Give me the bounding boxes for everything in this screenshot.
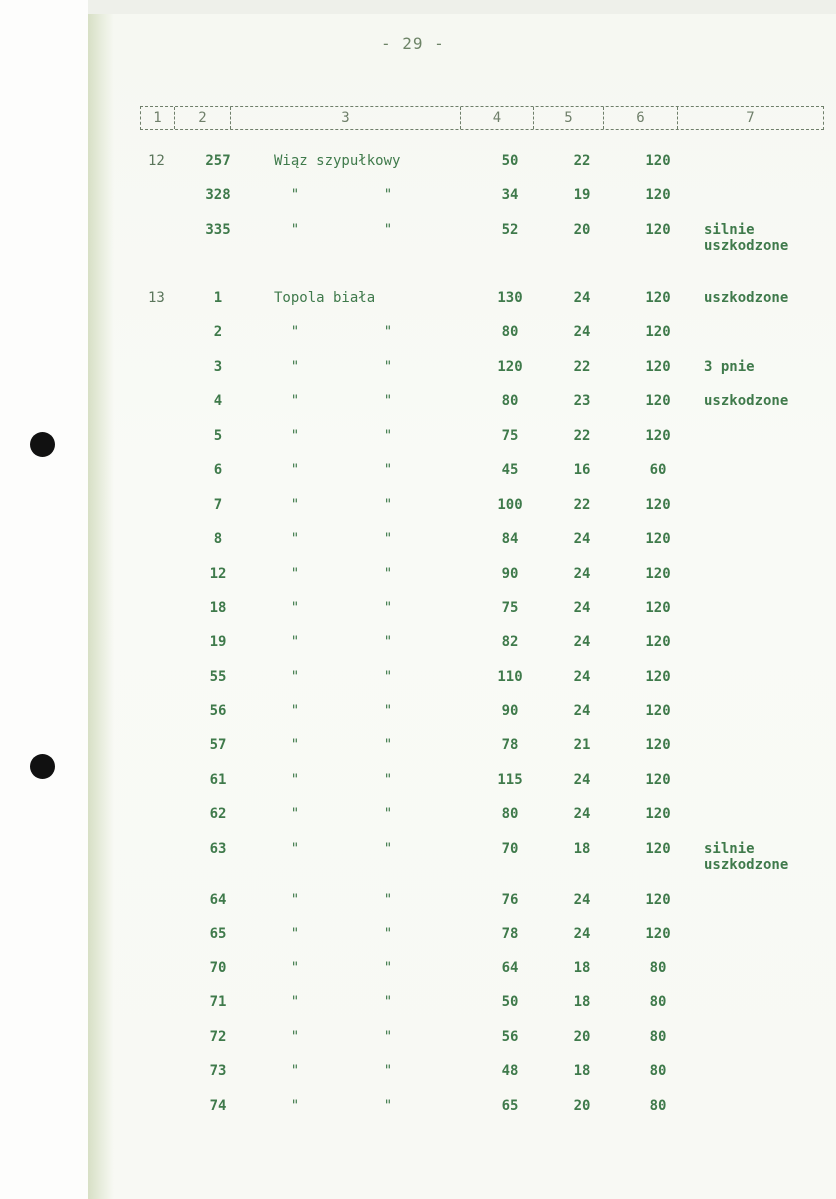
circumference-cell: 120: [497, 359, 523, 375]
ditto-mark: ": [290, 600, 300, 616]
tree-number-cell: 4: [213, 393, 223, 409]
circumference-cell: 115: [497, 772, 523, 788]
height-cell: 24: [573, 634, 591, 650]
ditto-mark: ": [290, 359, 300, 375]
circumference-cell: 70: [501, 841, 519, 857]
age-cell: 120: [645, 359, 671, 375]
tree-number-cell: 8: [213, 531, 223, 547]
circumference-cell: 80: [501, 324, 519, 340]
circumference-cell: 34: [501, 187, 519, 203]
ditto-mark: ": [383, 428, 393, 444]
species-cell: Wiąz szypułkowy: [274, 153, 401, 169]
age-cell: 120: [645, 531, 671, 547]
ditto-mark: ": [290, 841, 300, 857]
ditto-mark: ": [383, 531, 393, 547]
header-col-1: 1: [141, 107, 175, 129]
ditto-mark: ": [290, 187, 300, 203]
tree-number-cell: 65: [209, 926, 227, 942]
ditto-mark: ": [383, 566, 393, 582]
ditto-mark: ": [383, 222, 393, 238]
tree-number-cell: 7: [213, 497, 223, 513]
table-row: [88, 359, 836, 383]
age-cell: 120: [645, 393, 671, 409]
ditto-mark: ": [383, 324, 393, 340]
age-cell: 120: [645, 153, 671, 169]
ditto-mark: ": [383, 806, 393, 822]
remarks-cell: uszkodzone: [704, 290, 789, 306]
group-number-cell: 12: [148, 153, 165, 169]
age-cell: 120: [645, 222, 671, 238]
age-cell: 80: [649, 960, 667, 976]
ditto-mark: ": [383, 669, 393, 685]
circumference-cell: 52: [501, 222, 519, 238]
tree-number-cell: 5: [213, 428, 223, 444]
age-cell: 120: [645, 187, 671, 203]
height-cell: 20: [573, 1098, 591, 1114]
age-cell: 120: [645, 926, 671, 942]
height-cell: 24: [573, 600, 591, 616]
height-cell: 22: [573, 359, 591, 375]
ditto-mark: ": [383, 359, 393, 375]
circumference-cell: 80: [501, 806, 519, 822]
ditto-mark: ": [290, 926, 300, 942]
height-cell: 24: [573, 290, 591, 306]
header-col-6: 6: [604, 107, 678, 129]
ditto-mark: ": [290, 1029, 300, 1045]
ditto-mark: ": [290, 634, 300, 650]
height-cell: 24: [573, 566, 591, 582]
circumference-cell: 78: [501, 926, 519, 942]
height-cell: 22: [573, 497, 591, 513]
remarks-cell: silnie uszkodzone: [704, 222, 789, 254]
tree-number-cell: 335: [205, 222, 231, 238]
punch-hole-lower: [30, 754, 55, 779]
tree-number-cell: 257: [205, 153, 231, 169]
ditto-mark: ": [290, 324, 300, 340]
table-row: [88, 153, 836, 177]
circumference-cell: 90: [501, 566, 519, 582]
height-cell: 24: [573, 926, 591, 942]
height-cell: 24: [573, 703, 591, 719]
remarks-cell: uszkodzone: [704, 393, 789, 409]
circumference-cell: 64: [501, 960, 519, 976]
age-cell: 80: [649, 1063, 667, 1079]
height-cell: 18: [573, 994, 591, 1010]
height-cell: 19: [573, 187, 591, 203]
table-row: [88, 497, 836, 521]
ditto-mark: ": [290, 737, 300, 753]
ditto-mark: ": [290, 806, 300, 822]
height-cell: 18: [573, 960, 591, 976]
tree-number-cell: 73: [209, 1063, 227, 1079]
table-row: [88, 1098, 836, 1122]
header-col-4: 4: [461, 107, 534, 129]
circumference-cell: 84: [501, 531, 519, 547]
table-row: [88, 600, 836, 624]
remarks-cell: silnie uszkodzone: [704, 841, 789, 873]
ditto-mark: ": [383, 892, 393, 908]
left-margin: [0, 0, 88, 1199]
height-cell: 21: [573, 737, 591, 753]
tree-number-cell: 72: [209, 1029, 227, 1045]
ditto-mark: ": [383, 841, 393, 857]
circumference-cell: 65: [501, 1098, 519, 1114]
tree-number-cell: 3: [213, 359, 223, 375]
ditto-mark: ": [290, 531, 300, 547]
height-cell: 22: [573, 428, 591, 444]
ditto-mark: ": [290, 566, 300, 582]
ditto-mark: ": [290, 1098, 300, 1114]
tree-number-cell: 71: [209, 994, 227, 1010]
circumference-cell: 76: [501, 892, 519, 908]
circumference-cell: 56: [501, 1029, 519, 1045]
height-cell: 18: [573, 1063, 591, 1079]
species-cell: Topola biała: [274, 290, 376, 306]
height-cell: 18: [573, 841, 591, 857]
table-row: [88, 926, 836, 950]
ditto-mark: ": [383, 497, 393, 513]
ditto-mark: ": [383, 462, 393, 478]
ditto-mark: ": [383, 994, 393, 1010]
height-cell: 24: [573, 806, 591, 822]
ditto-mark: ": [383, 926, 393, 942]
ditto-mark: ": [383, 703, 393, 719]
table-row: [88, 634, 836, 658]
header-col-3: 3: [231, 107, 461, 129]
age-cell: 80: [649, 994, 667, 1010]
height-cell: 23: [573, 393, 591, 409]
table-row: [88, 290, 836, 314]
circumference-cell: 82: [501, 634, 519, 650]
ditto-mark: ": [290, 772, 300, 788]
table-row: [88, 187, 836, 211]
height-cell: 24: [573, 892, 591, 908]
ditto-mark: ": [290, 892, 300, 908]
age-cell: 120: [645, 634, 671, 650]
tree-number-cell: 328: [205, 187, 231, 203]
table-header: [140, 106, 824, 130]
table-row: [88, 806, 836, 830]
age-cell: 80: [649, 1029, 667, 1045]
tree-number-cell: 74: [209, 1098, 227, 1114]
ditto-mark: ": [383, 634, 393, 650]
table-row: [88, 703, 836, 727]
ditto-mark: ": [290, 393, 300, 409]
table-row: [88, 772, 836, 796]
circumference-cell: 78: [501, 737, 519, 753]
age-cell: 120: [645, 737, 671, 753]
age-cell: 120: [645, 892, 671, 908]
tree-number-cell: 55: [209, 669, 227, 685]
circumference-cell: 75: [501, 600, 519, 616]
table-row: [88, 669, 836, 693]
height-cell: 16: [573, 462, 591, 478]
age-cell: 120: [645, 428, 671, 444]
ditto-mark: ": [383, 187, 393, 203]
table-row: [88, 566, 836, 590]
ditto-mark: ": [290, 703, 300, 719]
tree-number-cell: 2: [213, 324, 223, 340]
table-row: [88, 393, 836, 417]
remarks-cell: 3 pnie: [704, 359, 755, 375]
tree-number-cell: 62: [209, 806, 227, 822]
circumference-cell: 100: [497, 497, 523, 513]
table-row: [88, 324, 836, 348]
age-cell: 60: [649, 462, 667, 478]
circumference-cell: 130: [497, 290, 523, 306]
age-cell: 120: [645, 806, 671, 822]
ditto-mark: ": [383, 393, 393, 409]
ditto-mark: ": [290, 497, 300, 513]
circumference-cell: 48: [501, 1063, 519, 1079]
height-cell: 24: [573, 772, 591, 788]
header-col-7: 7: [746, 110, 755, 126]
ditto-mark: ": [290, 960, 300, 976]
table-row: [88, 462, 836, 486]
circumference-cell: 110: [497, 669, 523, 685]
header-col-2: 2: [175, 107, 231, 129]
table-row: [88, 892, 836, 916]
document-page: [88, 14, 836, 1199]
table-row: [88, 1029, 836, 1053]
tree-number-cell: 63: [209, 841, 227, 857]
ditto-mark: ": [383, 1063, 393, 1079]
table-row: [88, 994, 836, 1018]
tree-number-cell: 6: [213, 462, 223, 478]
tree-number-cell: 1: [213, 290, 223, 306]
height-cell: 24: [573, 669, 591, 685]
age-cell: 120: [645, 600, 671, 616]
age-cell: 120: [645, 497, 671, 513]
age-cell: 120: [645, 566, 671, 582]
table-row: [88, 960, 836, 984]
ditto-mark: ": [290, 1063, 300, 1079]
table-row: [88, 1063, 836, 1087]
tree-number-cell: 18: [209, 600, 227, 616]
age-cell: 120: [645, 772, 671, 788]
group-number-cell: 13: [148, 290, 165, 306]
circumference-cell: 50: [501, 994, 519, 1010]
ditto-mark: ": [290, 222, 300, 238]
tree-number-cell: 56: [209, 703, 227, 719]
height-cell: 22: [573, 153, 591, 169]
height-cell: 24: [573, 531, 591, 547]
ditto-mark: ": [383, 1098, 393, 1114]
ditto-mark: ": [383, 600, 393, 616]
circumference-cell: 90: [501, 703, 519, 719]
tree-number-cell: 70: [209, 960, 227, 976]
age-cell: 120: [645, 290, 671, 306]
height-cell: 20: [573, 1029, 591, 1045]
age-cell: 80: [649, 1098, 667, 1114]
ditto-mark: ": [383, 737, 393, 753]
circumference-cell: 45: [501, 462, 519, 478]
punch-hole-upper: [30, 432, 55, 457]
tree-number-cell: 61: [209, 772, 227, 788]
ditto-mark: ": [290, 994, 300, 1010]
tree-number-cell: 57: [209, 737, 227, 753]
table-row: [88, 841, 836, 873]
table-row: [88, 531, 836, 555]
ditto-mark: ": [383, 772, 393, 788]
circumference-cell: 75: [501, 428, 519, 444]
age-cell: 120: [645, 324, 671, 340]
ditto-mark: ": [383, 960, 393, 976]
ditto-mark: ": [290, 428, 300, 444]
height-cell: 24: [573, 324, 591, 340]
header-col-5: 5: [534, 107, 604, 129]
age-cell: 120: [645, 841, 671, 857]
table-row: [88, 737, 836, 761]
age-cell: 120: [645, 703, 671, 719]
ditto-mark: ": [290, 669, 300, 685]
height-cell: 20: [573, 222, 591, 238]
tree-number-cell: 64: [209, 892, 227, 908]
circumference-cell: 80: [501, 393, 519, 409]
table-row: [88, 222, 836, 254]
page-number: - 29 -: [381, 34, 445, 53]
ditto-mark: ": [383, 1029, 393, 1045]
ditto-mark: ": [290, 462, 300, 478]
tree-number-cell: 12: [209, 566, 227, 582]
table-row: [88, 428, 836, 452]
tree-number-cell: 19: [209, 634, 227, 650]
circumference-cell: 50: [501, 153, 519, 169]
age-cell: 120: [645, 669, 671, 685]
